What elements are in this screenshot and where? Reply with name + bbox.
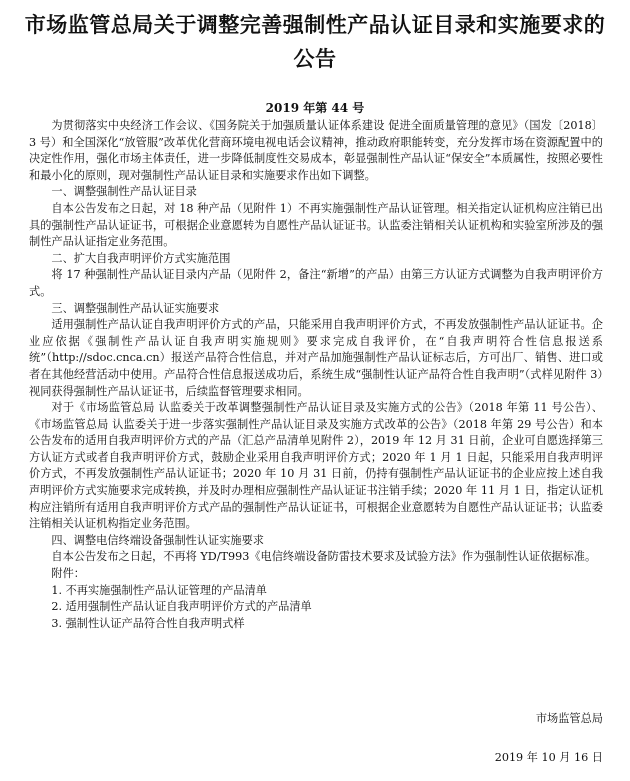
document-body xyxy=(29,118,603,632)
section-2-paragraph: 将 17 种强制性产品认证目录内产品（见附件 2，备注“新增”的产品）由第三方认证方式调整为自我声明评价方式。 xyxy=(29,268,603,298)
intro-paragraph: 为贯彻落实中央经济工作会议、《国务院关于加强质量认证体系建设 促进全面质量管理的意见》（国发〔2018〕3 号）和全国深化“放管服”改革优化营商环境电视电话会议精神，推动政府职能转变，充分发挥市场在资源配置中的决定性作用，强化市场主体责任，进一步降低制度性交易成本，彰显强制性产品认证“保安全”本质属性，按照必要性和最小化的原则，现对强制性产品认证目录和实施要求作出如下调整。 xyxy=(29,119,603,182)
section-heading-4: 四、调整电信终端设备强制性认证实施要求 xyxy=(51,533,264,547)
attachment-item: 3. 强制性认证产品符合性自我声明式样 xyxy=(51,616,245,630)
document-number: 2019 年第 44 号 xyxy=(265,101,365,115)
issue-date: 2019 年 10 月 16 日 xyxy=(494,751,603,764)
section-heading-2: 二、扩大自我声明评价方式实施范围 xyxy=(51,251,231,265)
issuer-signature: 市场监管总局 xyxy=(535,712,603,725)
section-1-paragraph: 自本公告发布之日起，对 18 种产品（见附件 1）不再实施强制性产品认证管理。相关指定认证机构应注销已出具的强制性产品认证证书，可根据企业意愿转为自愿性产品认证证书。认监委注销相关认证机构和实验室所涉及的强制性产品认证指定业务范围。 xyxy=(29,201,603,249)
section-heading-1: 一、调整强制性产品认证目录 xyxy=(51,185,197,199)
document-title: 市场监管总局关于调整完善强制性产品认证目录和实施要求的公告 xyxy=(24,13,606,71)
section-4-paragraph: 自本公告发布之日起，不再将 YD/T993《电信终端设备防雷技术要求及试验方法》作为强制性认证依据标准。 xyxy=(51,550,597,564)
attachments-label: 附件： xyxy=(51,567,85,581)
section-3-paragraph-1: 适用强制性产品认证自我声明评价方式的产品，只能采用自我声明评价方式，不再发放强制性产品认证证书。企业应依据《强制性产品认证自我声明实施规则》要求完成自我评价，在“自我声明符合性信息报送系统”（http://sdoc.cnca.cn）报送产品符合性信息，并对产品加施强制性产品认证标志后，方可出厂、销售、进口或者在其他经营活动中使用。产品符合性信息报送成功后，系统生成“强制性认证产品符合性自我声明”（式样见附件 3）视同获得强制性产品认证证书，后续监督管理要求相同。 xyxy=(29,318,603,398)
section-heading-3: 三、调整强制性产品认证实施要求 xyxy=(51,301,220,315)
attachment-item: 2. 适用强制性产品认证自我声明评价方式的产品清单 xyxy=(51,600,312,614)
attachment-item: 1. 不再实施强制性产品认证管理的产品清单 xyxy=(51,583,267,597)
section-3-paragraph-2: 对于《市场监管总局 认监委关于改革调整强制性产品认证目录及实施方式的公告》（2018 年第 11 号公告）、《市场监管总局 认监委关于进一步落实强制性产品认证目录及实施方式改革的公告》（2018 年第 29 号公告）和本公告发布的适用自我声明评价方式的产品（汇总产品清单见附件 2），2019 年 12 月 31 日前，企业可自愿选择第三方认证方式或者自我声明评价方式，鼓励企业采用自我声明评价方式；2020 年 1 月 1 日起，只能采用自我声明评价方式，不再发放强制性产品认证证书；2020 年 10 月 31 日前，仍持有强制性产品认证证书的企业应按上述自我声明评价方式实施要求完成转换，并及时办理相应强制性产品认证证书注销手续；2020 年 11 月 1 日，指定认证机构应注销所有适用自我声明评价方式产品的强制性产品认证证书，可根据企业意愿转为自愿性产品认证证书；认监委注销相关认证机构指定业务范围。 xyxy=(29,401,603,531)
